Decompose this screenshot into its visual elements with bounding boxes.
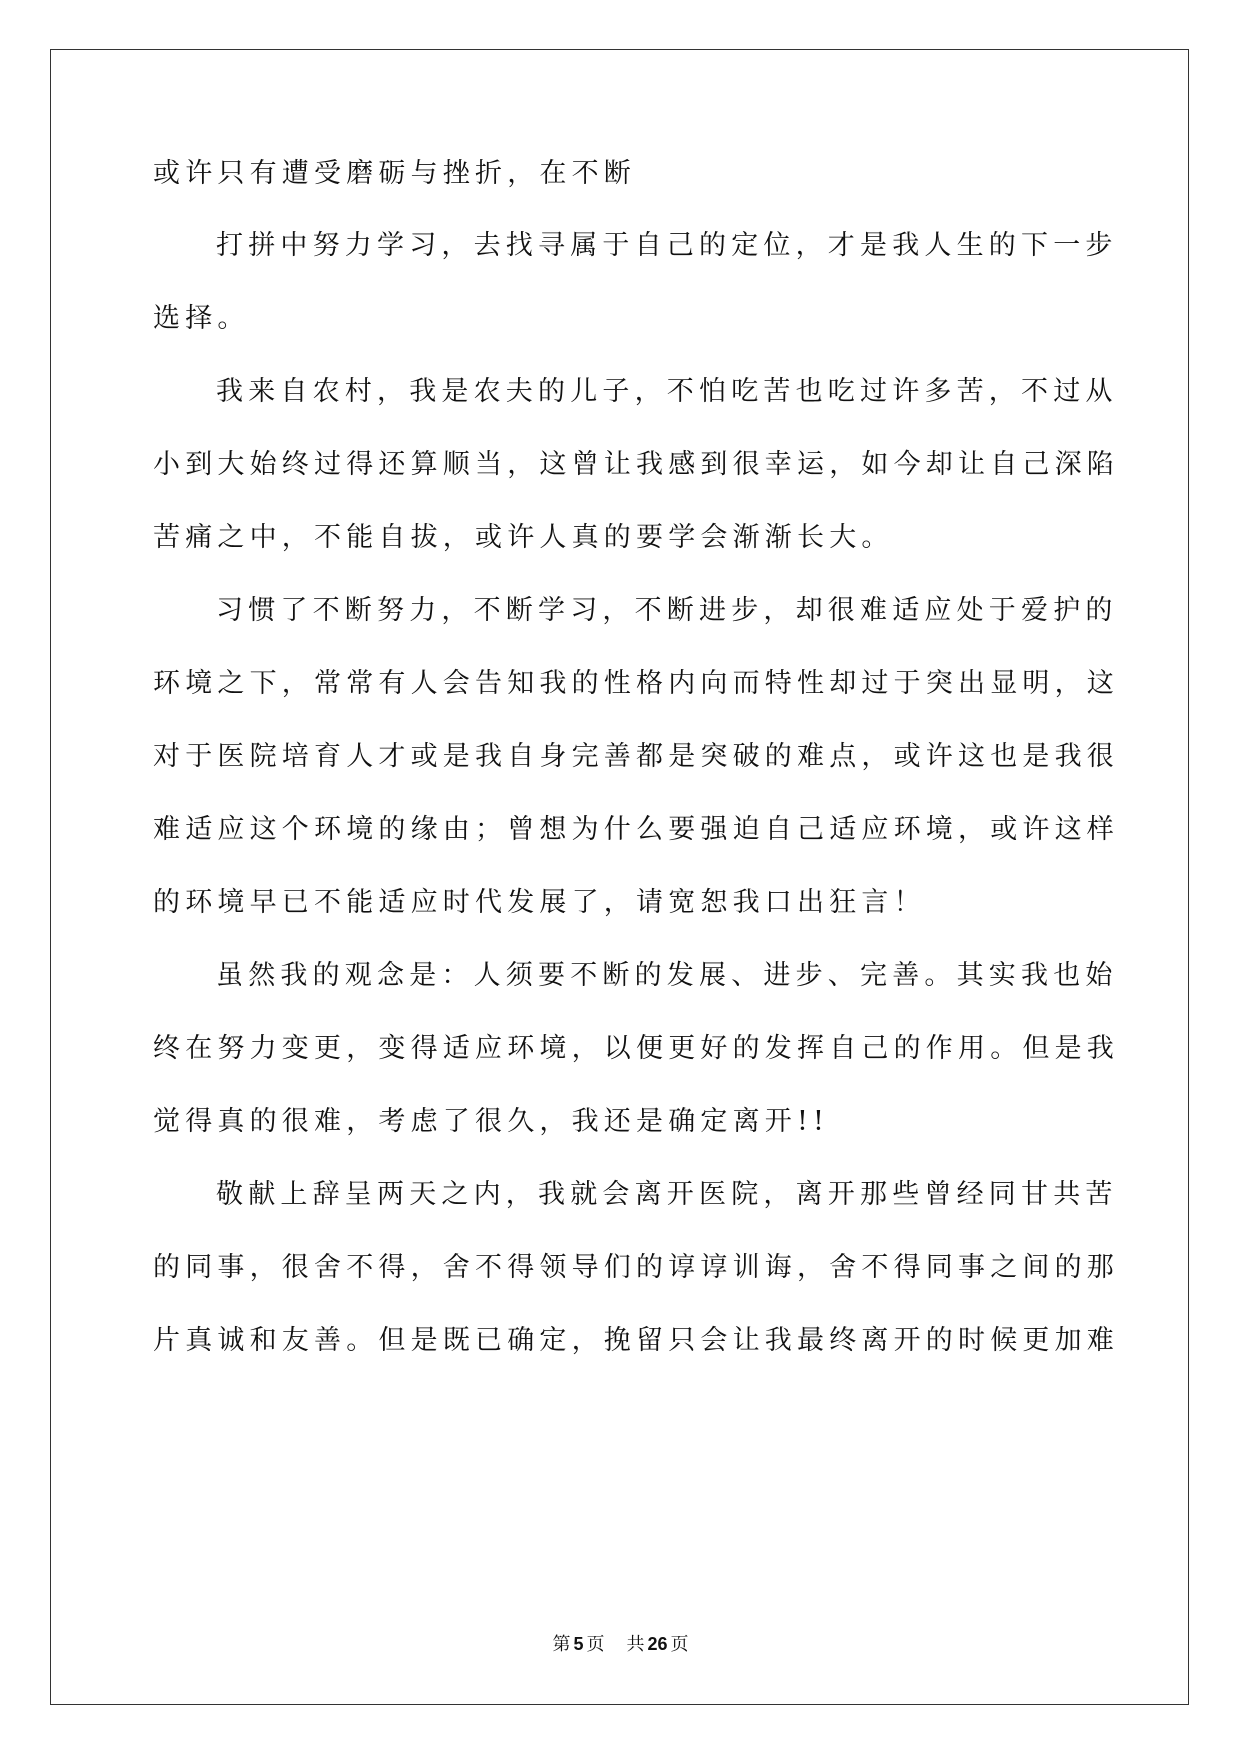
text-line-9: 对于医院培育人才或是我自身完善都是突破的难点，或许这也是我很 xyxy=(153,741,1119,772)
text-line-8: 环境之下，常常有人会告知我的性格内向而特性却过于突出显明，这 xyxy=(153,668,1119,699)
footer-total-suffix: 页 xyxy=(670,1634,689,1654)
footer-page-suffix: 页 xyxy=(586,1634,605,1654)
text-line-15: 敬献上辞呈两天之内，我就会离开医院，离开那些曾经同甘共苦 xyxy=(216,1179,1118,1210)
page-border xyxy=(50,49,1189,1705)
text-line-14: 觉得真的很难，考虑了很久，我还是确定离开!! xyxy=(153,1106,830,1137)
text-line-11: 的环境早已不能适应时代发展了，请宽恕我口出狂言！ xyxy=(153,887,926,918)
text-line-3: 选择。 xyxy=(153,303,250,334)
text-line-5: 小到大始终过得还算顺当，这曾让我感到很幸运，如今却让自己深陷 xyxy=(153,449,1119,480)
footer-total-pages: 26 xyxy=(647,1634,668,1654)
text-line-16: 的同事，很舍不得，舍不得领导们的谆谆训诲，舍不得同事之间的那 xyxy=(153,1252,1119,1283)
text-line-17: 片真诚和友善。但是既已确定，挽留只会让我最终离开的时候更加难 xyxy=(153,1325,1119,1356)
footer-page-prefix: 第 xyxy=(552,1634,571,1654)
text-line-4: 我来自农村，我是农夫的儿子，不怕吃苦也吃过许多苦，不过从 xyxy=(216,376,1118,407)
text-line-1: 或许只有遭受磨砺与挫折，在不断 xyxy=(153,158,636,189)
footer-page-number: 5 xyxy=(573,1634,584,1654)
text-line-7: 习惯了不断努力，不断学习，不断进步，却很难适应处于爱护的 xyxy=(216,595,1118,626)
text-line-10: 难适应这个环境的缘由；曾想为什么要强迫自己适应环境，或许这样 xyxy=(153,814,1119,845)
text-line-12: 虽然我的观念是：人须要不断的发展、进步、完善。其实我也始 xyxy=(216,960,1118,991)
footer-total-prefix: 共 xyxy=(626,1634,645,1654)
text-line-2: 打拼中努力学习，去找寻属于自己的定位，才是我人生的下一步 xyxy=(216,230,1118,261)
text-line-13: 终在努力变更，变得适应环境，以便更好的发挥自己的作用。但是我 xyxy=(153,1033,1119,1064)
text-line-6: 苦痛之中，不能自拔，或许人真的要学会渐渐长大。 xyxy=(153,522,894,553)
page-footer xyxy=(0,1630,1241,1656)
